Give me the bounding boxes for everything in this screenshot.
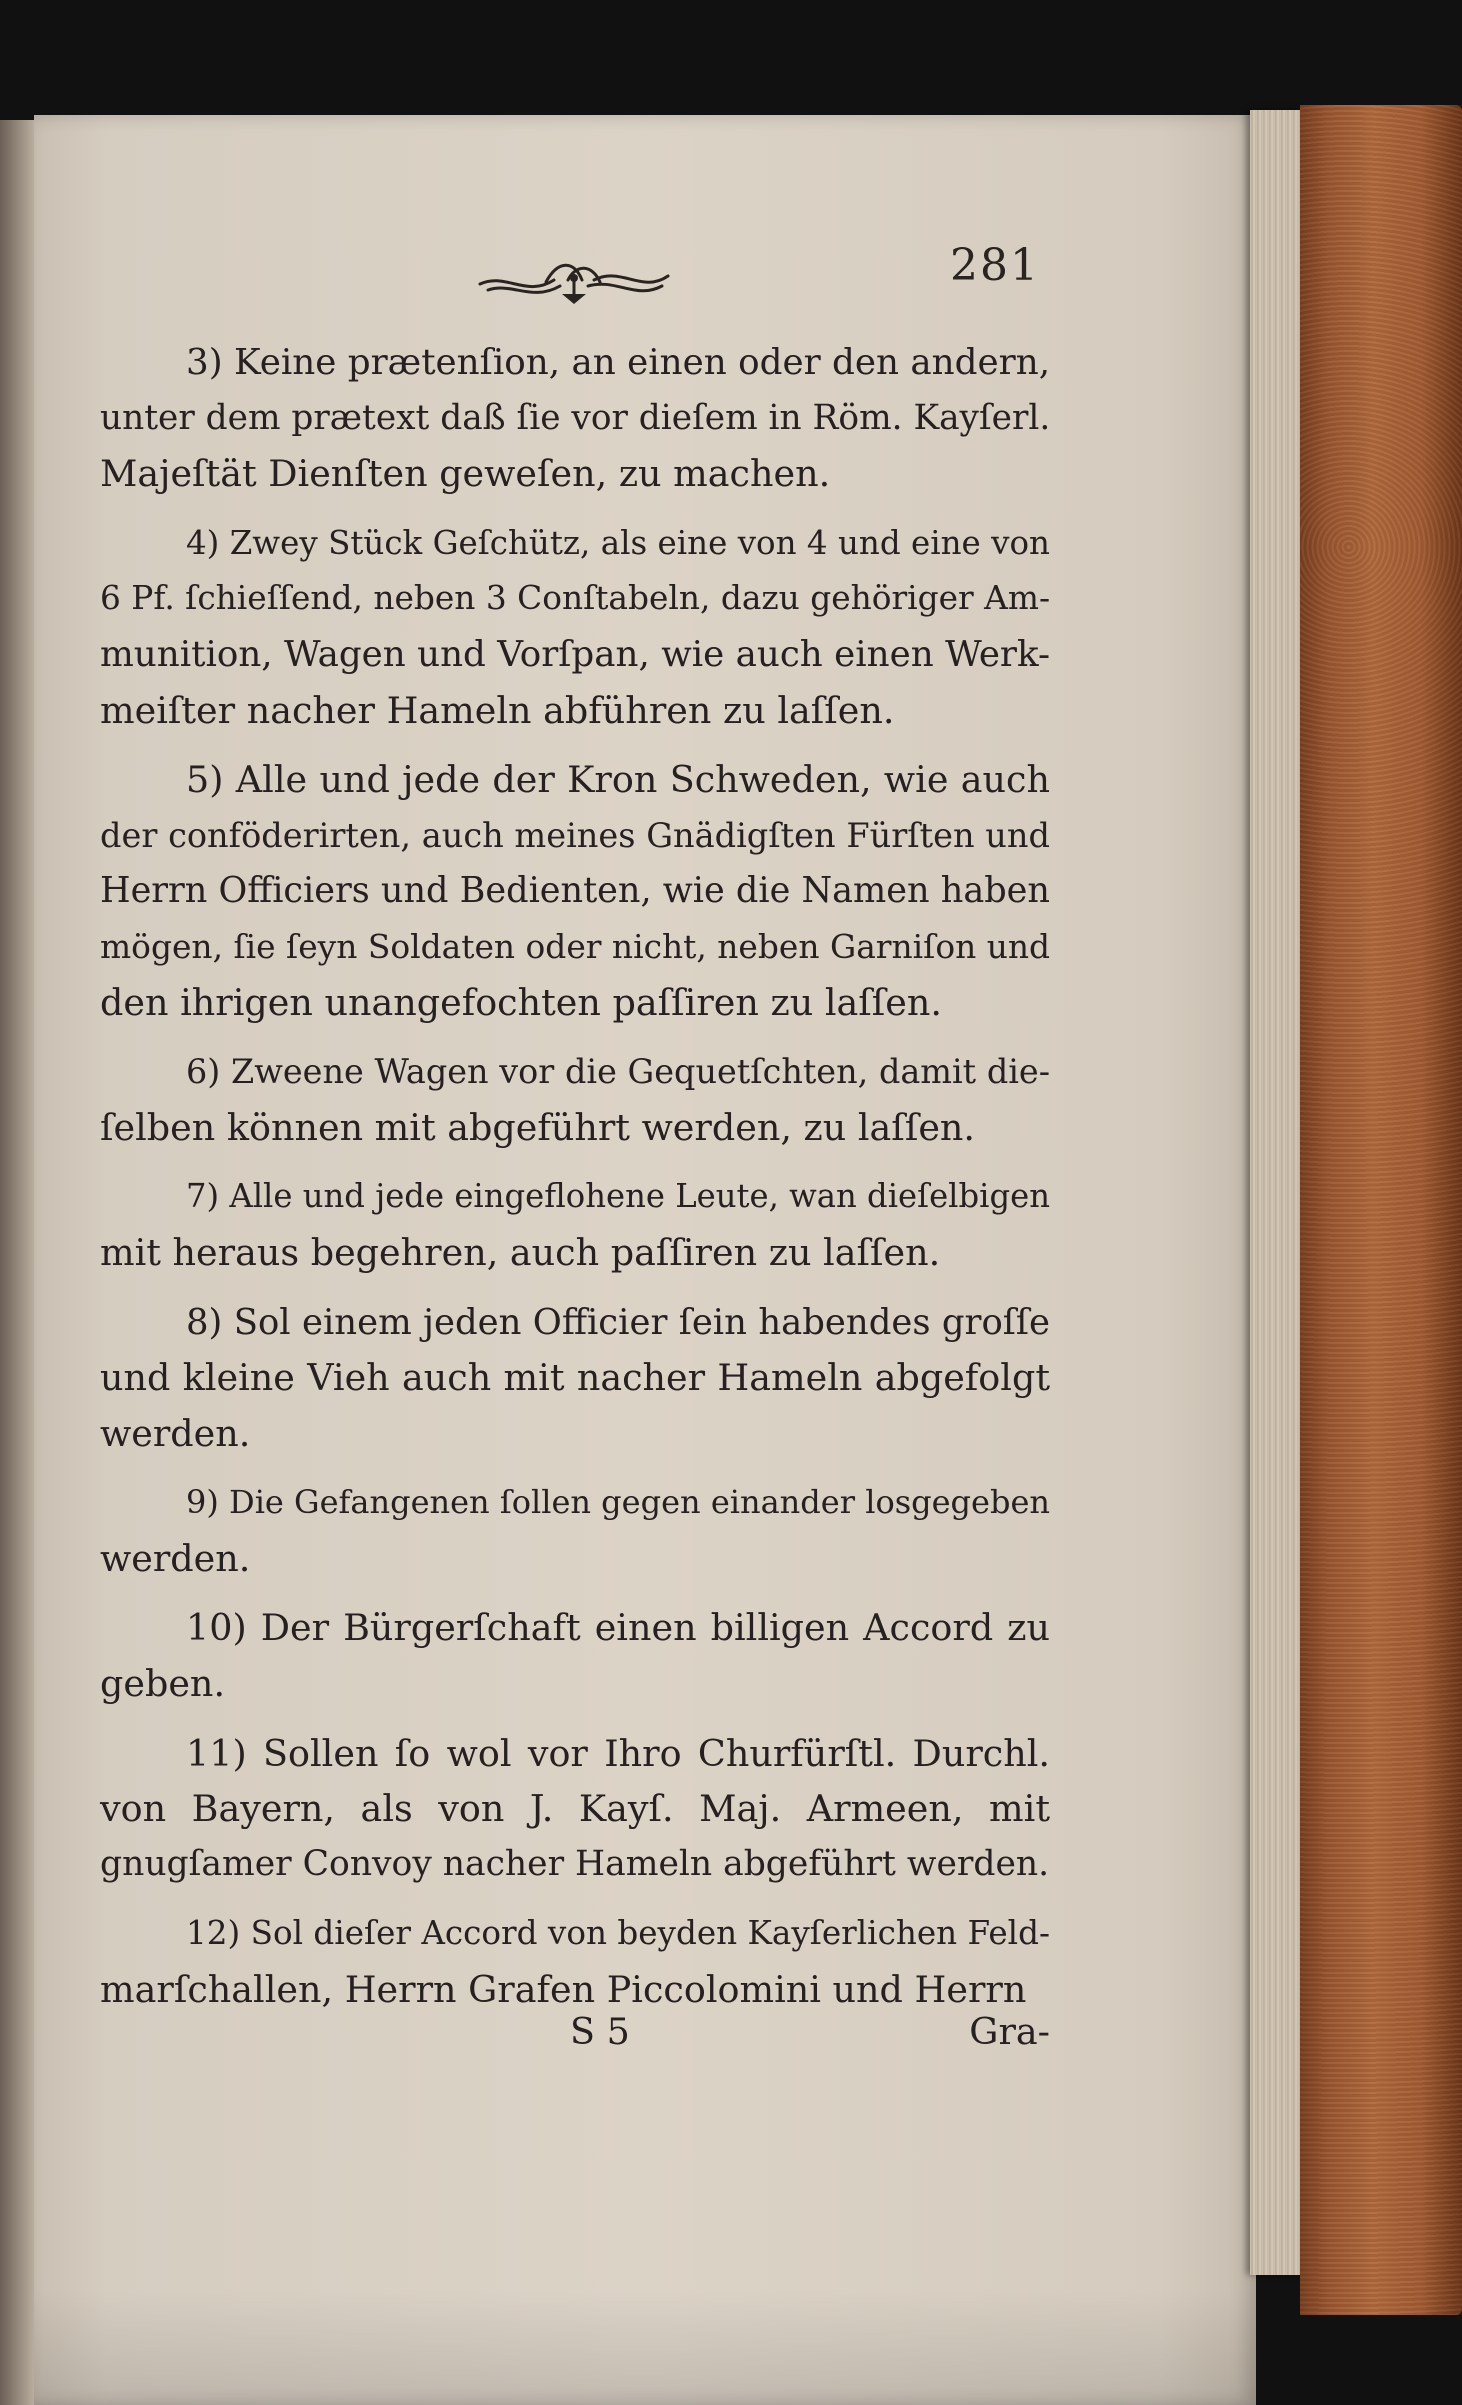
text-line: den ihrigen unangefochten paſſiren zu laſſen.: [100, 980, 942, 1024]
text-line: Majeſtät Dienſten geweſen, zu machen.: [100, 452, 831, 496]
text-line: 9) Die Gefangenen ſollen gegen einander losgegeben: [186, 1483, 1050, 1522]
text-line: unter dem prætext daß ſie vor dieſem in Röm. Kayſerl.: [100, 397, 1051, 438]
text-line: geben.: [100, 1662, 226, 1706]
header-ornament-icon: [476, 250, 672, 310]
page-bottom-shadow: [34, 2290, 1256, 2405]
text-line: 4) Zwey Stück Geſchütz, als eine von 4 und eine von: [186, 523, 1050, 562]
body-text: [100, 335, 1050, 2032]
paragraph: [100, 1169, 1050, 1280]
text-line: 10) Der Bürgerſchaft einen billigen Accord zu: [186, 1606, 1050, 1650]
text-line: werden.: [100, 1536, 251, 1580]
paragraph: [100, 516, 1050, 738]
text-line: 12) Sol dieſer Accord von beyden Kayſerlichen Feld-: [186, 1914, 1050, 1953]
paragraph: [100, 1726, 1050, 1893]
text-line: marſchallen, Herrn Grafen Piccolomini und Herrn: [100, 1968, 1027, 2012]
text-line: mit heraus begehren, auch paſſiren zu laſſen.: [100, 1230, 941, 1274]
paragraph: [100, 1906, 1050, 2017]
text-line: 11) Sollen ſo wol vor Ihro Churfürſtl. Durchl.: [186, 1731, 1050, 1775]
leather-cover: [1300, 105, 1462, 2315]
text-line: der conföderirten, auch meines Gnädigſten Fürſten und: [100, 815, 1050, 855]
text-line: mögen, ſie ſeyn Soldaten oder nicht, neben Garniſon und: [100, 926, 1051, 966]
text-line: munition, Wagen und Vorſpan, wie auch einen Werk-: [100, 633, 1050, 675]
text-line: 8) Sol einem jeden Officier ſein habendes groſſe: [186, 1301, 1050, 1343]
text-line: von Bayern, als von J. Kayſ. Maj. Armeen, mit: [100, 1787, 1050, 1831]
paragraph: [100, 1295, 1050, 1462]
previous-page-edge: [0, 120, 34, 2405]
paragraph: [100, 752, 1050, 1030]
paragraph: [100, 1600, 1050, 1711]
text-line: 6 Pf. ſchieſſend, neben 3 Conſtabeln, dazu gehöriger Am-: [100, 579, 1051, 618]
text-line: 3) Keine prætenſion, an einen oder den andern,: [186, 342, 1051, 383]
text-line: meiſter nacher Hameln abführen zu laſſen.: [100, 688, 895, 732]
text-line: Herrn Officiers und Bedienten, wie die Namen haben: [100, 870, 1050, 912]
text-line: gnugſamer Convoy nacher Hameln abgeführt werden.: [100, 1843, 1050, 1884]
text-line: 5) Alle und jede der Kron Schweden, wie auch: [186, 758, 1050, 802]
paragraph: [100, 1475, 1050, 1586]
text-line: ſelben können mit abgeführt werden, zu laſſen.: [100, 1105, 976, 1149]
paragraph: [100, 335, 1050, 502]
text-line: 7) Alle und jede eingeflohene Leute, wan dieſelbigen: [186, 1177, 1050, 1216]
signature-mark: S 5: [570, 2010, 630, 2053]
text-line: werden.: [100, 1411, 251, 1455]
text-line: und kleine Vieh auch mit nacher Hameln abgefolgt: [100, 1356, 1050, 1400]
page-number: 281: [950, 240, 1040, 291]
catchword: Gra-: [969, 2010, 1050, 2053]
paragraph: [100, 1044, 1050, 1155]
text-line: 6) Zweene Wagen vor die Gequetſchten, damit die-: [186, 1052, 1050, 1092]
page-footer: [100, 2010, 1050, 2066]
